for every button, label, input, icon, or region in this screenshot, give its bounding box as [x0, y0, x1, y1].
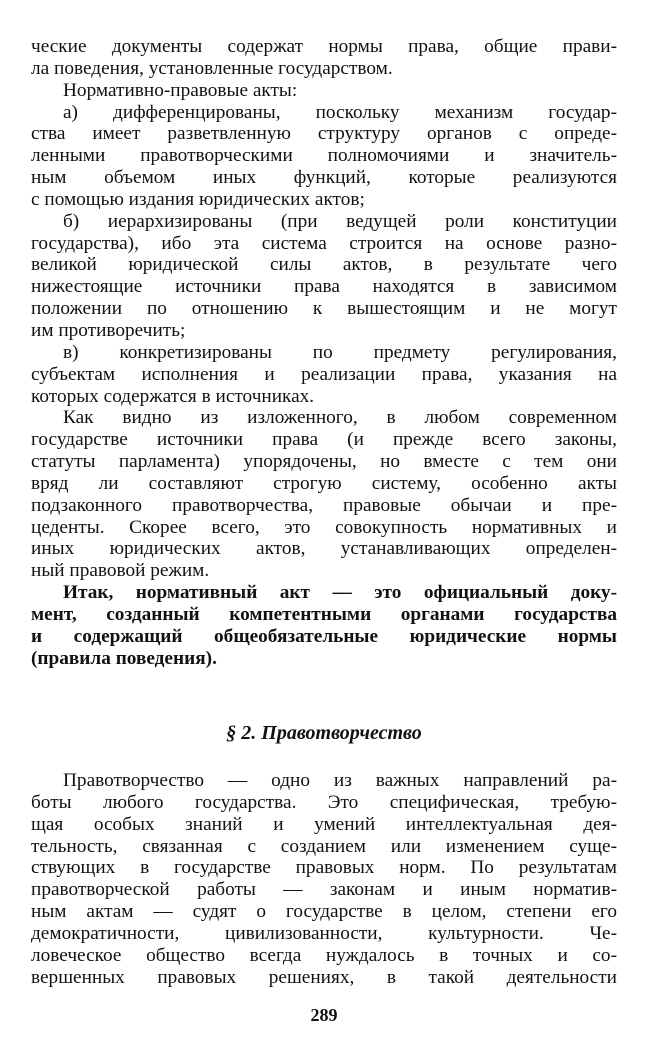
text-line: ства имеет разветвленную структуру органов с опреде- [31, 123, 617, 145]
text-line: ленными правотворческими полномочиями и значитель- [31, 145, 617, 167]
text-line: ческие документы содержат нормы права, общие прави- [31, 36, 617, 57]
text-line: им противоречить; [31, 319, 186, 341]
text-line: демократичности, цивилизованности, культурности. Че- [31, 922, 617, 944]
text-line: Правотворчество — одно из важных направлений ра- [63, 770, 617, 791]
definition-line: и содержащий общеобязательные юридические нормы [31, 625, 617, 647]
text-line: иных юридических актов, устанавливающих определен- [31, 538, 617, 560]
text-line: б) иерархизированы (при ведущей роли конституции [63, 210, 617, 232]
definition-line: мент, созданный компетентными органами государства [31, 603, 617, 625]
text-line: вершенных правовых решениях, в такой деятельности [31, 966, 617, 988]
text-line: подзаконного правотворчества, правовые обычаи и пре- [31, 494, 617, 516]
text-line: государства), ибо эта система строится на основе разно- [31, 232, 617, 254]
text-line: ным актам — судят о государстве в целом, степени его [31, 901, 617, 923]
text-line: ный правовой режим. [31, 560, 210, 582]
page-number: 289 [310, 1005, 338, 1025]
section-heading: § 2. Правотворчество [226, 722, 422, 744]
text-line: ным объемом иных функций, которые реализуются [31, 167, 617, 189]
text-line: тельность, связанная с созданием или изменением суще- [31, 835, 617, 857]
text-line: вряд ли составляют строгую систему, особенно акты [31, 472, 617, 494]
text-line: в) конкретизированы по предмету регулирования, [63, 341, 617, 363]
text-line: статуты парламента) упорядочены, но вместе с тем они [31, 451, 617, 473]
text-line: с помощью издания юридических актов; [31, 188, 365, 210]
text-block-normative-acts [31, 36, 617, 669]
text-line: а) дифференцированы, поскольку механизм государ- [63, 101, 617, 123]
text-line: щая особых знаний и умений интеллектуальная дея- [31, 813, 617, 835]
text-line: великой юридической силы актов, в результате чего [31, 254, 617, 276]
text-line: ловеческое общество всегда нуждалось в точных и со- [31, 944, 617, 966]
text-line: боты любого государства. Это специфическая, требую- [31, 791, 617, 813]
text-line: государстве источники права (и прежде всего законы, [31, 429, 617, 451]
text-line: Нормативно-правовые акты: [63, 79, 298, 101]
text-line: ствующих в государстве правовых норм. По результатам [31, 857, 617, 879]
definition-line: Итак, нормативный акт — это официальный доку- [63, 582, 617, 604]
text-block-lawmaking [31, 770, 617, 988]
text-line: ла поведения, установленные государством. [31, 57, 393, 79]
text-line: субъектам исполнения и реализации права, указания на [31, 363, 617, 385]
text-line: нижестоящие источники права находятся в зависимом [31, 276, 617, 298]
text-line: которых содержатся в источниках. [31, 385, 315, 407]
definition-line: (правила поведения). [31, 647, 217, 669]
text-line: Как видно из изложенного, в любом современном [63, 407, 617, 429]
text-line: цеденты. Скорее всего, это совокупность нормативных и [31, 516, 617, 538]
text-line: положении по отношению к вышестоящим и не могут [31, 298, 617, 320]
text-line: правотворческой работы — законам и иным норматив- [31, 879, 617, 901]
